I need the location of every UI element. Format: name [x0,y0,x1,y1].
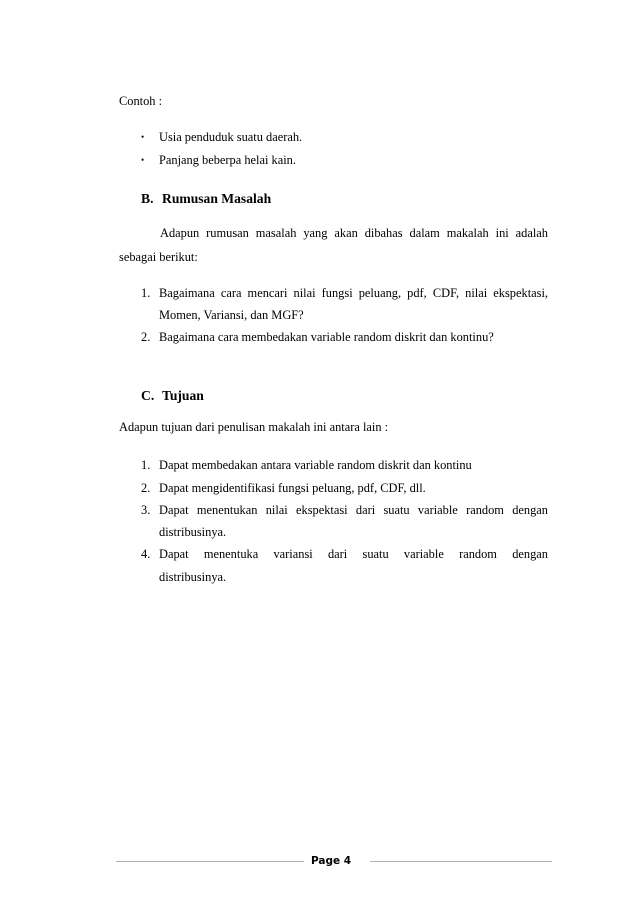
section-b-letter: B. [141,191,154,206]
section-b-title: Rumusan Masalah [162,191,272,206]
list-item-number: 3. [141,503,151,517]
section-b-intro-cont: sebagai berikut: [119,250,198,264]
list-item-text-cont: distribusinya. [159,570,227,584]
section-c-letter: C. [141,388,155,403]
page-number: Page 4 [311,855,352,867]
list-item-text: Bagaimana cara mencari nilai fungsi peluang, pdf, CDF, nilai ekspektasi, [159,286,548,300]
section-b-intro: Adapun rumusan masalah yang akan dibahas dalam makalah ini adalah [160,226,548,240]
example-item: Panjang beberpa helai kain. [159,153,296,167]
list-item-number: 1. [141,458,151,472]
list-item-number: 2. [141,481,151,495]
list-item-text: Dapat menentukan nilai ekspektasi dari suatu variable random dengan [159,503,548,517]
example-item: Usia penduduk suatu daerah. [159,130,303,144]
list-item-text-cont: distribusinya. [159,525,227,539]
list-item-text: Bagaimana cara membedakan variable random diskrit dan kontinu? [159,330,494,344]
list-item-number: 1. [141,286,151,300]
section-c-title: Tujuan [162,388,204,403]
example-label: Contoh : [119,94,163,108]
list-item-number: 4. [141,547,151,561]
list-item-text: Dapat membedakan antara variable random diskrit dan kontinu [159,458,472,472]
list-item-text: Dapat mengidentifikasi fungsi peluang, pdf, CDF, dll. [159,481,426,495]
bullet-icon: • [141,132,145,142]
bullet-icon: • [141,155,145,165]
footer-rule-right [370,861,552,862]
list-item-text-cont: Momen, Variansi, dan MGF? [159,308,304,322]
footer-rule-left [116,861,304,862]
section-c-intro: Adapun tujuan dari penulisan makalah ini antara lain : [119,420,389,434]
list-item-number: 2. [141,330,151,344]
list-item-text: Dapat menentuka variansi dari suatu variable random dengan [159,547,548,561]
